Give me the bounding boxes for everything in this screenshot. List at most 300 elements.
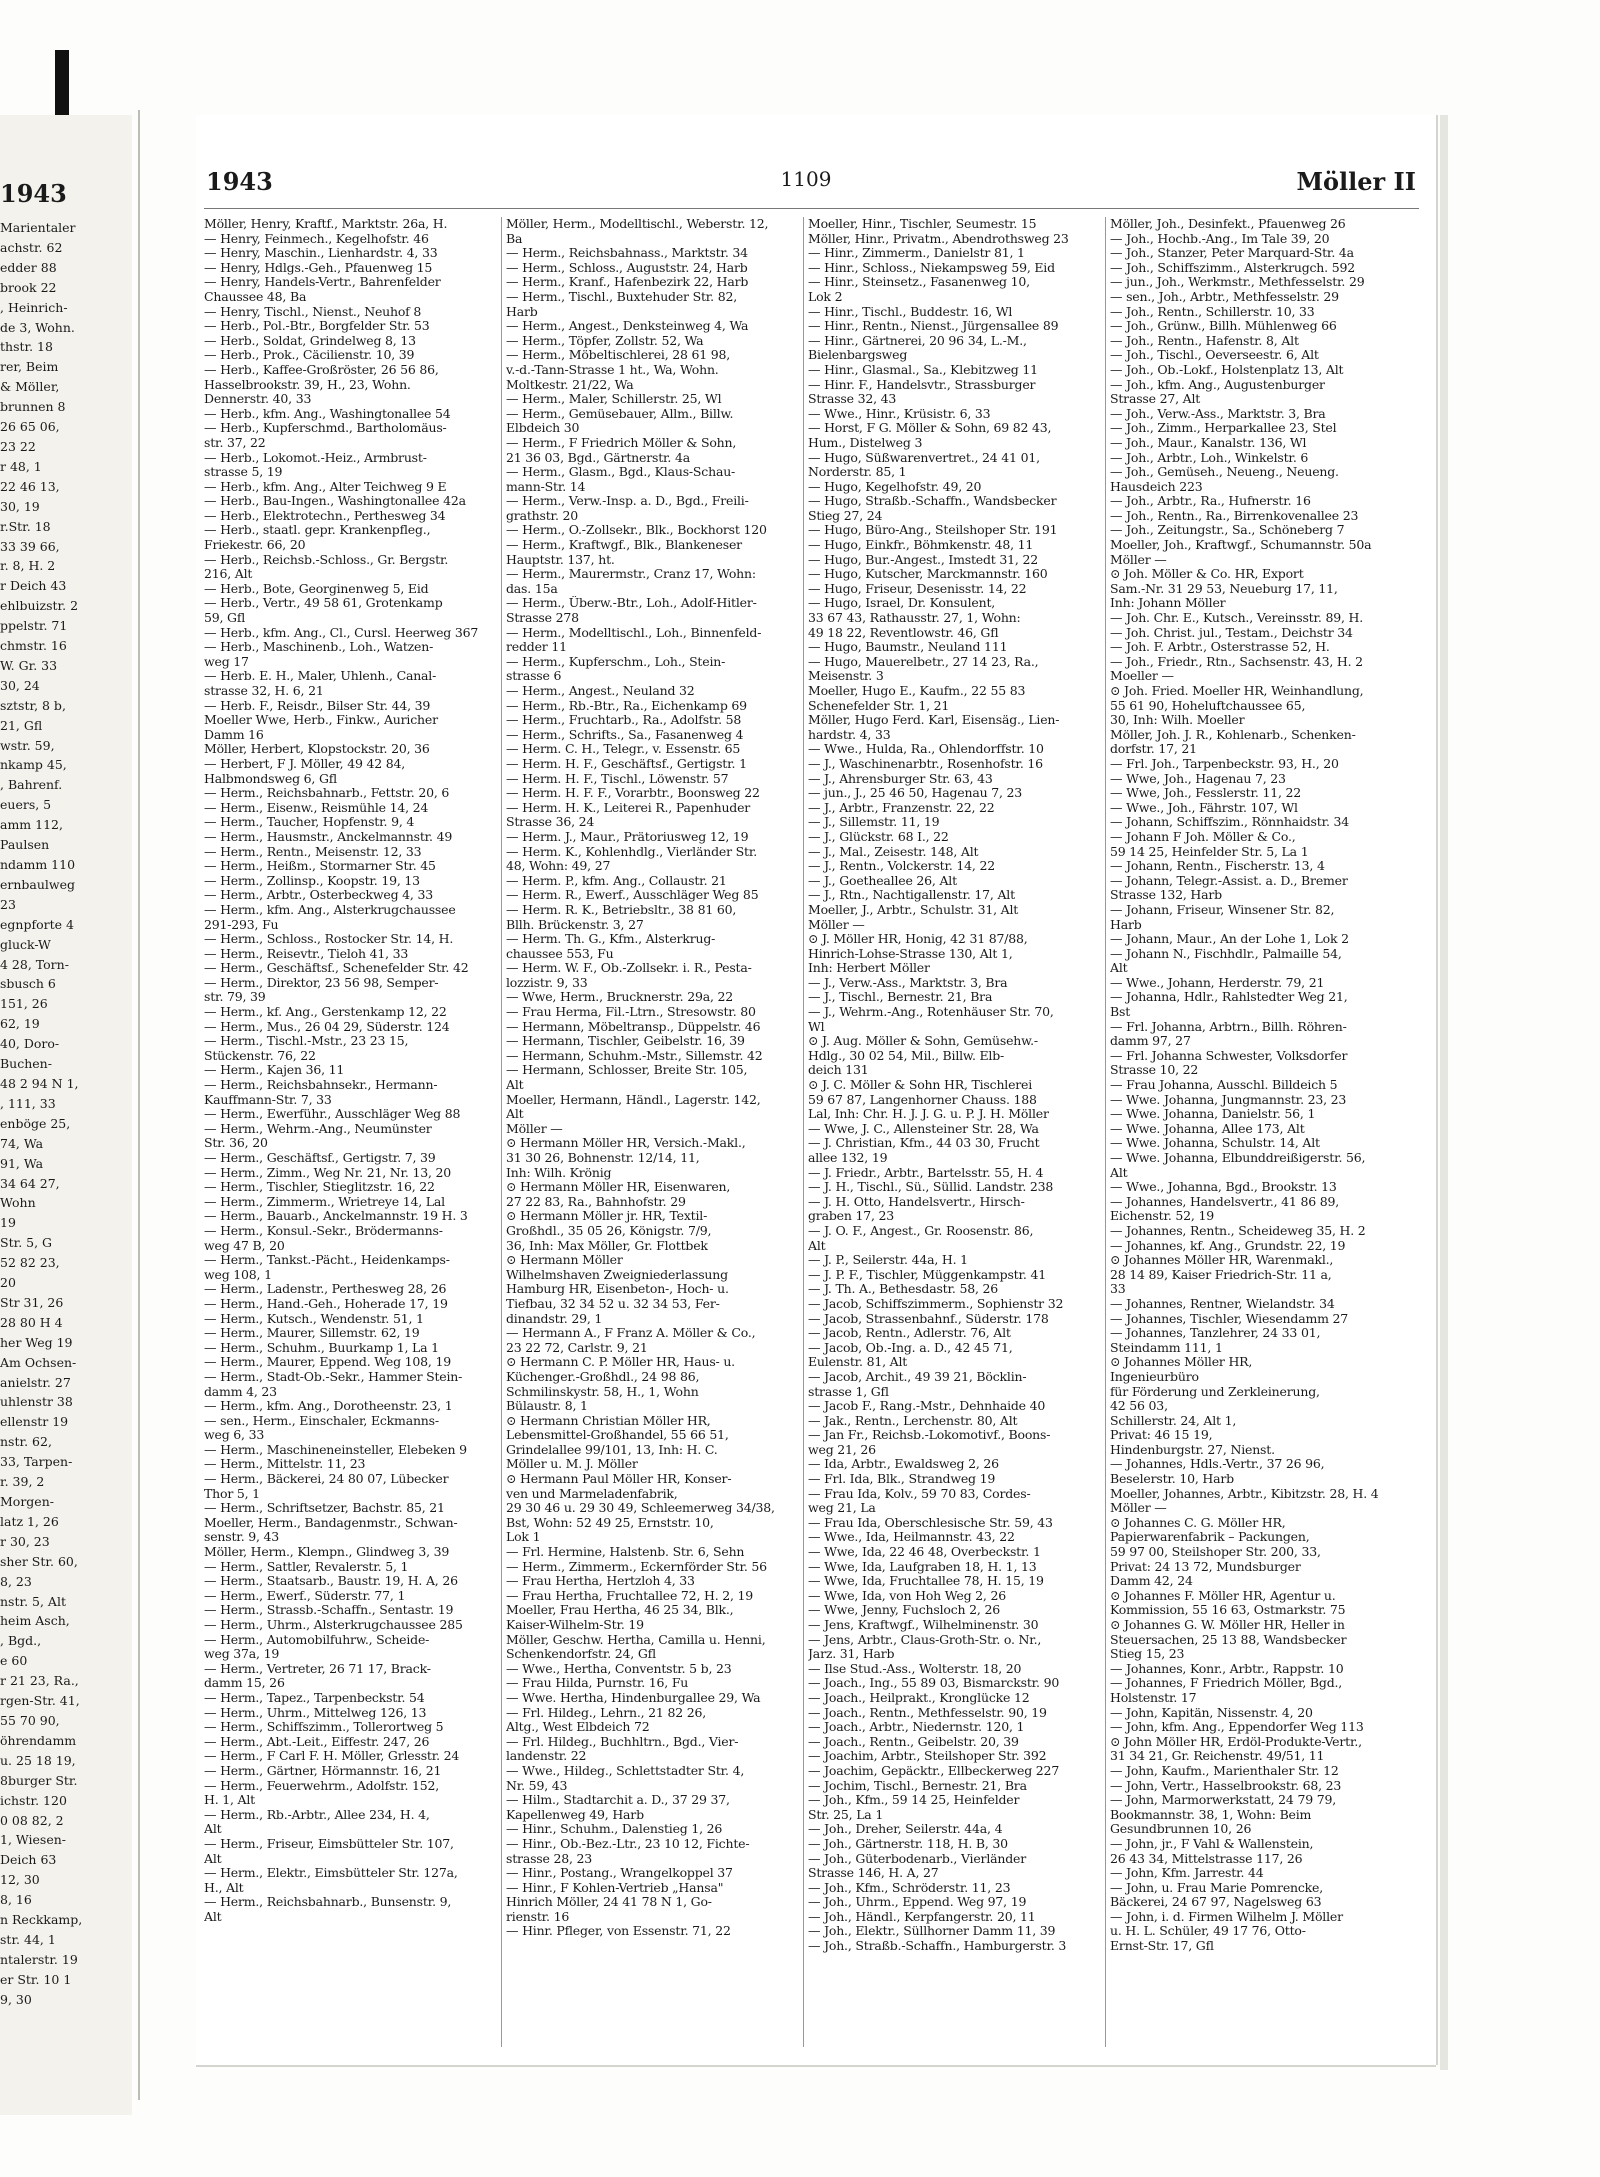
directory-entry: ⊙ Johannes F. Möller HR, Agentur u. bbox=[1110, 1588, 1336, 1603]
directory-entry: — Herm., Rentn., Meisenstr. 12, 33 bbox=[204, 844, 422, 859]
facing-page-entry: latz 1, 26 bbox=[0, 1513, 59, 1529]
directory-entry: Nr. 59, 43 bbox=[506, 1778, 568, 1793]
directory-entry: ⊙ Johannes G. W. Möller HR, Heller in bbox=[1110, 1618, 1345, 1632]
directory-entry: Strasse 278 bbox=[506, 611, 579, 626]
directory-entry: 59, Gfl bbox=[204, 611, 246, 626]
directory-entry: Norderstr. 85, 1 bbox=[808, 465, 907, 480]
directory-entry: Strasse 32, 43 bbox=[808, 392, 897, 407]
directory-entry: Wilhelmshaven Zweigniederlassung bbox=[506, 1267, 728, 1282]
directory-entry: ⊙ Hermann Möller jr. HR, Textil- bbox=[506, 1209, 708, 1224]
directory-entry: 55 61 90, Hoheluftchaussee 65, bbox=[1110, 698, 1306, 713]
directory-entry: — Herb., Bau-Ingen., Washingtonallee 42a bbox=[204, 494, 466, 509]
directory-entry: — Jacob, Strassenbahnf., Süderstr. 178 bbox=[808, 1311, 1049, 1326]
directory-entry: — Ida, Arbtr., Ewaldsweg 2, 26 bbox=[808, 1457, 999, 1472]
directory-entry: — Wwe, J. C., Allensteiner Str. 28, Wa bbox=[808, 1121, 1039, 1136]
directory-entry: Alt bbox=[204, 1851, 222, 1866]
directory-entry: — Wwe, Ida, Fruchtallee 78, H. 15, 19 bbox=[808, 1574, 1044, 1589]
directory-entry: Privat: 24 13 72, Mundsburger bbox=[1110, 1559, 1301, 1574]
directory-entry: — Hugo, Süßwarenvertret., 24 41 01, bbox=[808, 450, 1040, 465]
directory-entry: — Hinr. F., Handelsvtr., Strassburger bbox=[808, 377, 1036, 392]
directory-entry: — Herm., Elektr., Eimsbütteler Str. 127a, bbox=[204, 1866, 458, 1881]
facing-page-entry: , 111, 33 bbox=[0, 1095, 56, 1111]
directory-entry: — Herm., Uhrm., Mittelweg 126, 13 bbox=[204, 1705, 427, 1720]
directory-entry: — Herbert, F J. Möller, 49 42 84, bbox=[204, 756, 406, 771]
directory-entry: — Wwe. Johanna, Jungmannstr. 23, 23 bbox=[1110, 1092, 1347, 1107]
directory-entry: — Herb., Reichsb.-Schloss., Gr. Bergstr. bbox=[204, 552, 449, 567]
directory-entry: — Joh. Chr. E., Kutsch., Vereinsstr. 89, H. bbox=[1110, 611, 1363, 626]
facing-page-entry: uhlenstr 38 bbox=[0, 1394, 73, 1410]
facing-page-entry: Wohn bbox=[0, 1195, 36, 1211]
directory-entry: — Johannes, kf. Ang., Grundstr. 22, 19 bbox=[1110, 1238, 1346, 1253]
facing-page-entry: str. 44, 1 bbox=[0, 1931, 56, 1947]
directory-entry: — Johannes, F Friedrich Möller, Bgd., bbox=[1110, 1676, 1343, 1691]
directory-entry: — Herm. H. F., Tischl., Löwenstr. 57 bbox=[506, 771, 729, 786]
directory-entry: — Joh. F. Arbtr., Osterstrasse 52, H. bbox=[1110, 640, 1330, 655]
directory-entry: Schillerstr. 24, Alt 1, bbox=[1110, 1413, 1237, 1428]
directory-entry: grathstr. 20 bbox=[506, 508, 578, 523]
directory-entry: — Joh., Elektr., Süllhorner Damm 11, 39 bbox=[808, 1924, 1056, 1939]
directory-entry: — Wwe., Johann, Herderstr. 79, 21 bbox=[1110, 975, 1325, 990]
directory-entry: — Herm., Hausmstr., Anckelmannstr. 49 bbox=[204, 829, 453, 844]
directory-entry: graben 17, 23 bbox=[808, 1209, 895, 1224]
facing-page-entry: nstr. 62, bbox=[0, 1434, 52, 1450]
directory-entry: — Herm. K., Kohlenhdlg., Vierländer Str. bbox=[506, 844, 757, 859]
facing-page-fragment bbox=[0, 115, 132, 2115]
directory-entry: Hinrich-Lohse-Strasse 130, Alt 1, bbox=[808, 946, 1013, 961]
directory-entry: — Wwe., Hulda, Ra., Ohlendorffstr. 10 bbox=[808, 742, 1044, 757]
directory-entry: Stieg 27, 24 bbox=[808, 508, 883, 523]
directory-entry: — Jak., Rentn., Lerchenstr. 80, Alt bbox=[808, 1413, 1018, 1428]
directory-entry: — Herm., Reichsbahnass., Marktstr. 34 bbox=[506, 246, 748, 261]
directory-entry: — J. Christian, Kfm., 44 03 30, Frucht bbox=[808, 1136, 1040, 1151]
directory-entry: 28 14 89, Kaiser Friedrich-Str. 11 a, bbox=[1110, 1267, 1332, 1282]
directory-entry: — Herm., Kraftwgf., Blk., Blankeneser bbox=[506, 538, 742, 553]
directory-entry: — Herm., O.-Zollsekr., Blk., Bockhorst 120 bbox=[506, 523, 767, 538]
directory-columns bbox=[204, 217, 1419, 2047]
directory-entry: — Wwe., Hertha, Conventstr. 5 b, 23 bbox=[506, 1661, 732, 1676]
directory-entry: — J., Sillemstr. 11, 19 bbox=[808, 815, 940, 830]
column-2 bbox=[506, 217, 798, 2047]
directory-entry: — Frau Hertha, Fruchtallee 72, H. 2, 19 bbox=[506, 1588, 754, 1603]
directory-entry: — Joach., Heilprakt., Kronglücke 12 bbox=[808, 1690, 1030, 1705]
facing-page-entry: 30, 24 bbox=[0, 677, 40, 693]
facing-page-entry: 8burger Str. bbox=[0, 1772, 78, 1788]
directory-entry: — Herb., Pol.-Btr., Borgfelder Str. 53 bbox=[204, 319, 430, 334]
directory-entry: — Herm., Angest., Denksteinweg 4, Wa bbox=[506, 319, 749, 334]
directory-entry: — Hinr., Tischl., Buddestr. 16, Wl bbox=[808, 304, 1013, 319]
directory-entry: str. 37, 22 bbox=[204, 435, 266, 450]
directory-entry: Möller — bbox=[808, 917, 865, 932]
directory-entry: Moeller Wwe, Herb., Finkw., Auricher bbox=[204, 713, 438, 728]
directory-entry: — Hugo, Büro-Ang., Steilshoper Str. 191 bbox=[808, 523, 1058, 538]
directory-entry: — J. Friedr., Arbtr., Bartelsstr. 55, H. 4 bbox=[808, 1165, 1044, 1180]
directory-entry: — J., Goetheallee 26, Alt bbox=[808, 873, 957, 888]
directory-entry: — Ilse Stud.-Ass., Wolterstr. 18, 20 bbox=[808, 1661, 1022, 1676]
header-rule bbox=[204, 208, 1419, 209]
directory-entry: ⊙ Hermann Paul Möller HR, Konser- bbox=[506, 1472, 732, 1487]
directory-entry: dorfstr. 17, 21 bbox=[1110, 742, 1197, 757]
directory-entry: — Hinr., Steinsetz., Fasanenweg 10, bbox=[808, 275, 1030, 290]
facing-page-entry: 19 bbox=[0, 1215, 16, 1231]
directory-entry: — Frl. Joh., Tarpenbeckstr. 93, H., 20 bbox=[1110, 756, 1339, 771]
directory-entry: v.-d.-Tann-Strasse 1 ht., Wa, Wohn. bbox=[506, 362, 719, 377]
directory-entry: — Joh., Rentn., Ra., Birrenkovenallee 23 bbox=[1110, 508, 1359, 523]
facing-page-entries bbox=[0, 218, 132, 2010]
directory-entry: — Hinr., Rentn., Nienst., Jürgensallee 89 bbox=[808, 319, 1059, 334]
directory-entry: Damm 16 bbox=[204, 727, 264, 742]
facing-page-entry: rer, Beim bbox=[0, 359, 59, 375]
directory-entry: — Joach., Rentn., Geibelstr. 20, 39 bbox=[808, 1734, 1019, 1749]
directory-entry: — Joach., Arbtr., Niedernstr. 120, 1 bbox=[808, 1720, 1025, 1735]
page-header bbox=[196, 167, 1436, 203]
directory-entry: Harb bbox=[506, 304, 538, 319]
directory-entry: — Wwe, Jenny, Fuchsloch 2, 26 bbox=[808, 1603, 1000, 1618]
directory-entry: Moeller — bbox=[1110, 669, 1174, 684]
directory-entry: Schmilinskystr. 58, H., 1, Wohn bbox=[506, 1384, 699, 1399]
directory-entry: — Herm., Angest., Neuland 32 bbox=[506, 684, 695, 698]
facing-page-entry: 55 70 90, bbox=[0, 1712, 60, 1728]
directory-entry: — Hugo, Friseur, Desenisstr. 14, 22 bbox=[808, 581, 1027, 596]
directory-entry: — John, i. d. Firmen Wilhelm J. Möller bbox=[1110, 1909, 1343, 1924]
directory-entry: — Jacob, Ob.-Ing. a. D., 42 45 71, bbox=[808, 1340, 1013, 1355]
directory-entry: — Herb., Kupferschmd., Bartholomäus- bbox=[204, 421, 447, 436]
directory-entry: 26 43 34, Mittelstrasse 117, 26 bbox=[1110, 1851, 1303, 1866]
directory-entry: Chaussee 48, Ba bbox=[204, 289, 307, 304]
directory-entry: — Herm., Glasm., Bgd., Klaus-Schau- bbox=[506, 465, 736, 480]
directory-entry: — Herm., Gärtner, Hörmannstr. 16, 21 bbox=[204, 1763, 442, 1778]
directory-entry: ⊙ Johannes C. G. Möller HR, bbox=[1110, 1515, 1286, 1530]
directory-entry: damm 4, 23 bbox=[204, 1384, 277, 1399]
directory-entry: — Herm., Bäckerei, 24 80 07, Lübecker bbox=[204, 1472, 449, 1487]
directory-entry: — Joachim, Arbtr., Steilshoper Str. 392 bbox=[808, 1749, 1047, 1764]
directory-entry: weg 21, La bbox=[808, 1501, 876, 1516]
directory-entry: — Johannes, Tanzlehrer, 24 33 01, bbox=[1110, 1326, 1321, 1341]
directory-entry: — J., Glückstr. 68 I., 22 bbox=[808, 829, 949, 844]
directory-entry: lozzistr. 9, 33 bbox=[506, 975, 588, 990]
directory-entry: — Herm., Kutsch., Wendenstr. 51, 1 bbox=[204, 1311, 424, 1326]
scan-binding-mark bbox=[55, 50, 69, 125]
directory-entry: — Herm., Schloss., Auguststr. 24, Harb bbox=[506, 260, 748, 275]
facing-page-entry: r. 8, H. 2 bbox=[0, 558, 56, 574]
directory-entry: — J., Rtn., Nachtigallenstr. 17, Alt bbox=[808, 888, 1015, 903]
directory-entry: weg 17 bbox=[204, 654, 249, 669]
facing-page-entry: u. 25 18 19, bbox=[0, 1752, 76, 1768]
directory-entry: — Frl. Hildeg., Lehrn., 21 82 26, bbox=[506, 1705, 707, 1720]
directory-entry: Möller, Herm., Klempn., Glindweg 3, 39 bbox=[204, 1545, 450, 1560]
directory-entry: — Joh., Maur., Kanalstr. 136, Wl bbox=[1110, 435, 1307, 450]
directory-entry: — Herb., Maschinenb., Loh., Watzen- bbox=[204, 640, 434, 655]
directory-entry: senstr. 9, 43 bbox=[204, 1530, 280, 1545]
directory-entry: — Hugo, Straßb.-Schaffn., Wandsbecker bbox=[808, 494, 1057, 509]
directory-entry: — Herm., kfm. Ang., Alsterkrugchaussee bbox=[204, 902, 456, 917]
directory-entry: — Herm., Maurer, Sillemstr. 62, 19 bbox=[204, 1326, 420, 1341]
directory-entry: — Herm., Kranf., Hafenbezirk 22, Harb bbox=[506, 275, 749, 290]
directory-entry: — Jan Fr., Reichsb.-Lokomotivf., Boons- bbox=[808, 1428, 1051, 1443]
directory-entry: — Herm. Th. G., Kfm., Alsterkrug- bbox=[506, 932, 716, 947]
directory-entry: Strasse 146, H. A, 27 bbox=[808, 1866, 939, 1881]
directory-entry: — Joh., Ob.-Lokf., Holstenplatz 13, Alt bbox=[1110, 362, 1344, 377]
facing-page-entry: sbusch 6 bbox=[0, 976, 56, 992]
directory-entry: — Johann, Telegr.-Assist. a. D., Bremer bbox=[1110, 873, 1348, 888]
directory-entry: — Joach., Ing., 55 89 03, Bismarckstr. 90 bbox=[808, 1676, 1060, 1691]
directory-entry: — sen., Herm., Einschaler, Eckmanns- bbox=[204, 1413, 439, 1428]
directory-entry: Jarz. 31, Harb bbox=[808, 1647, 895, 1662]
directory-entry: — Joh., Schiffszimm., Alsterkrugch. 592 bbox=[1110, 260, 1355, 275]
directory-entry: redder 11 bbox=[506, 640, 567, 655]
directory-entry: ⊙ Hermann Möller HR, Eisenwaren, bbox=[506, 1180, 731, 1195]
directory-entry: Moeller, J., Arbtr., Schulstr. 31, Alt bbox=[808, 902, 1019, 917]
directory-entry: — John, u. Frau Marie Pomrencke, bbox=[1110, 1880, 1324, 1895]
directory-entry: — Johann, Rentn., Fischerstr. 13, 4 bbox=[1110, 859, 1325, 874]
directory-entry: — Herb., kfm. Ang., Washingtonallee 54 bbox=[204, 406, 451, 421]
facing-page-entry: & Möller, bbox=[0, 379, 60, 395]
facing-page-entry: anielstr. 27 bbox=[0, 1374, 71, 1390]
directory-entry: strasse 6 bbox=[506, 669, 562, 684]
directory-entry: — Herm., Modelltischl., Loh., Binnenfeld- bbox=[506, 625, 762, 640]
directory-entry: — Frau Ida, Kolv., 59 70 83, Cordes- bbox=[808, 1486, 1031, 1501]
directory-entry: — Hinr., Ob.-Bez.-Ltr., 23 10 12, Fichte- bbox=[506, 1836, 750, 1851]
directory-entry: — Herm., Friseur, Eimsbütteler Str. 107, bbox=[204, 1836, 454, 1851]
directory-entry: Bielenbargsweg bbox=[808, 348, 908, 363]
directory-entry: 59 97 00, Steilshoper Str. 200, 33, bbox=[1110, 1545, 1321, 1560]
directory-entry: — Herm., Schriftsetzer, Bachstr. 85, 21 bbox=[204, 1501, 445, 1516]
directory-entry: — Joh., Hochb.-Ang., Im Tale 39, 20 bbox=[1110, 231, 1330, 246]
directory-entry: Ba bbox=[506, 231, 523, 246]
directory-entry: — Wwe., Ida, Heilmannstr. 43, 22 bbox=[808, 1530, 1015, 1545]
facing-page-year: 1943 bbox=[0, 179, 67, 208]
directory-entry: — Herm., Töpfer, Zollstr. 52, Wa bbox=[506, 333, 704, 348]
directory-entry: Str. 25, La 1 bbox=[808, 1807, 884, 1822]
directory-entry: Eulenstr. 81, Alt bbox=[808, 1355, 908, 1370]
directory-entry: Kapellenweg 49, Harb bbox=[506, 1807, 644, 1822]
facing-page-entry: heim Asch, bbox=[0, 1613, 70, 1629]
directory-entry: ⊙ Hermann Christian Möller HR, bbox=[506, 1413, 711, 1428]
directory-entry: — Herm., Direktor, 23 56 98, Semper- bbox=[204, 975, 439, 990]
directory-entry: Moeller, Frau Hertha, 46 25 34, Blk., bbox=[506, 1603, 734, 1618]
facing-page-entry: her Weg 19 bbox=[0, 1334, 73, 1350]
directory-entry: — Jacob, Rentn., Adlerstr. 76, Alt bbox=[808, 1326, 1011, 1341]
directory-entry: — J., Arbtr., Franzenstr. 22, 22 bbox=[808, 800, 995, 815]
directory-entry: Inh: Wilh. Krönig bbox=[506, 1165, 612, 1180]
directory-entry: 36, Inh: Max Möller, Gr. Flottbek bbox=[506, 1238, 708, 1253]
directory-entry: Thor 5, 1 bbox=[204, 1486, 260, 1501]
directory-entry: Steindamm 111, 1 bbox=[1110, 1340, 1223, 1355]
directory-entry: — Herb., kfm. Ang., Cl., Cursl. Heerweg 367 bbox=[204, 625, 479, 640]
directory-entry: Altg., West Elbdeich 72 bbox=[506, 1720, 650, 1735]
directory-entry: Hasselbrookstr. 39, H., 23, Wohn. bbox=[204, 377, 411, 392]
directory-entry: ⊙ John Möller HR, Erdöl-Produkte-Vertr., bbox=[1110, 1734, 1362, 1749]
directory-entry: — J. O. F., Angest., Gr. Roosenstr. 86, bbox=[808, 1223, 1034, 1238]
directory-entry: Möller, Henry, Kraftf., Marktstr. 26a, H. bbox=[204, 217, 448, 231]
directory-entry: — Herb., staatl. gepr. Krankenpfleg., bbox=[204, 523, 431, 538]
directory-entry: — Hinr., Schloss., Niekampsweg 59, Eid bbox=[808, 260, 1055, 275]
directory-entry: Lebensmittel-Großhandel, 55 66 51, bbox=[506, 1428, 729, 1443]
directory-entry: — Herb., Lokomot.-Heiz., Armbrust- bbox=[204, 450, 427, 465]
directory-entry: — Hinr., Zimmerm., Danielstr 81, 1 bbox=[808, 246, 1025, 261]
directory-entry: — Herm., Möbeltischlerei, 28 61 98, bbox=[506, 348, 731, 363]
directory-entry: dinandstr. 29, 1 bbox=[506, 1311, 603, 1326]
directory-entry: Schenefelder Str. 1, 21 bbox=[808, 698, 950, 713]
facing-page-entry: amm 112, bbox=[0, 817, 63, 833]
directory-entry: Strasse 27, Alt bbox=[1110, 392, 1201, 407]
directory-entry: 31 34 21, Gr. Reichenstr. 49/51, 11 bbox=[1110, 1749, 1325, 1764]
directory-entry: Möller, Hinr., Privatm., Abendrothsweg 23 bbox=[808, 231, 1069, 246]
directory-entry: — Joh., kfm. Ang., Augustenburger bbox=[1110, 377, 1325, 392]
directory-entry: 49 18 22, Reventlowstr. 46, Gfl bbox=[808, 625, 999, 640]
directory-entry: — Herm. P., kfm. Ang., Collaustr. 21 bbox=[506, 873, 727, 888]
directory-entry: — Jens, Kraftwgf., Wilhelminenstr. 30 bbox=[808, 1618, 1039, 1632]
facing-page-entry: , Bgd., bbox=[0, 1633, 42, 1649]
directory-entry: 30, Inh: Wilh. Moeller bbox=[1110, 713, 1245, 728]
facing-page-entry: r 30, 23 bbox=[0, 1533, 50, 1549]
directory-entry: — Herm., Staatsarb., Baustr. 19, H. A, 26 bbox=[204, 1574, 458, 1589]
directory-entry: 27 22 83, Ra., Bahnhofstr. 29 bbox=[506, 1194, 686, 1209]
directory-entry: Kommission, 55 16 63, Ostmarkstr. 75 bbox=[1110, 1603, 1346, 1618]
directory-entry: — Herb., Soldat, Grindelweg 8, 13 bbox=[204, 333, 416, 348]
directory-entry: — Herm., Reisevtr., Tieloh 41, 33 bbox=[204, 946, 409, 961]
directory-entry: damm 15, 26 bbox=[204, 1676, 285, 1691]
directory-entry: weg 6, 33 bbox=[204, 1428, 265, 1443]
directory-entry: — Herm., Geschäftsf., Schenefelder Str. 42 bbox=[204, 961, 469, 976]
directory-entry: — J., Ahrensburger Str. 63, 43 bbox=[808, 771, 993, 786]
directory-entry: — Joh., Rentn., Schillerstr. 10, 33 bbox=[1110, 304, 1315, 319]
directory-entry: Bookmannstr. 38, 1, Wohn: Beim bbox=[1110, 1807, 1312, 1822]
directory-entry: — Herm., Kupferschm., Loh., Stein- bbox=[506, 654, 726, 669]
directory-entry: — J., Rentn., Volckerstr. 14, 22 bbox=[808, 859, 995, 874]
directory-entry: landenstr. 22 bbox=[506, 1749, 587, 1764]
directory-entry: Möller — bbox=[1110, 1501, 1167, 1516]
directory-entry: — Jens, Arbtr., Claus-Groth-Str. o. Nr., bbox=[808, 1632, 1042, 1647]
directory-entry: — Herm., Ladenstr., Perthesweg 28, 26 bbox=[204, 1282, 447, 1297]
directory-entry: — John, Kaufm., Marienthaler Str. 12 bbox=[1110, 1763, 1339, 1778]
directory-entry: — Henry, Hdlgs.-Geh., Pfauenweg 15 bbox=[204, 260, 433, 275]
directory-entry: — Hinr. Pfleger, von Essenstr. 71, 22 bbox=[506, 1924, 731, 1939]
directory-entry: Moeller, Herm., Bandagenmstr., Schwan- bbox=[204, 1515, 458, 1530]
facing-page-entry: 74, Wa bbox=[0, 1135, 44, 1151]
directory-entry: — Wwe, Joh., Hagenau 7, 23 bbox=[1110, 771, 1286, 786]
directory-entry: Lok 1 bbox=[506, 1530, 541, 1545]
directory-entry: Inh: Herbert Möller bbox=[808, 961, 930, 976]
directory-entry: 48, Wohn: 49, 27 bbox=[506, 859, 611, 874]
directory-entry: — Henry, Feinmech., Kegelhofstr. 46 bbox=[204, 231, 429, 246]
facing-page-entry: r Deich 43 bbox=[0, 578, 67, 594]
directory-entry: Dennerstr. 40, 33 bbox=[204, 392, 312, 407]
directory-entry: — Herm., Tischl., Buxtehuder Str. 82, bbox=[506, 289, 738, 304]
directory-entry: — Herm., Uhrm., Alsterkrugchaussee 285 bbox=[204, 1618, 463, 1632]
facing-page-entry: ellenstr 19 bbox=[0, 1414, 69, 1430]
directory-entry: Möller — bbox=[506, 1121, 563, 1136]
directory-entry: — Frl. Ida, Blk., Strandweg 19 bbox=[808, 1472, 996, 1487]
directory-entry: — J. H. Otto, Handelsvertr., Hirsch- bbox=[808, 1194, 1025, 1209]
facing-page-entry: 21, Gfl bbox=[0, 717, 43, 733]
facing-page-entry: 33, Tarpen- bbox=[0, 1454, 73, 1470]
directory-entry: — Herm., Maurer, Eppend. Weg 108, 19 bbox=[204, 1355, 451, 1370]
directory-entry: strasse 28, 23 bbox=[506, 1851, 593, 1866]
directory-entry: — Herb., Prok., Cäcilienstr. 10, 39 bbox=[204, 348, 415, 363]
directory-entry: ⊙ Hermann Möller HR, Versich.-Makl., bbox=[506, 1136, 746, 1151]
directory-entry: Papierwarenfabrik – Packungen, bbox=[1110, 1530, 1310, 1545]
directory-entry: — Wwe, Joh., Fesslerstr. 11, 22 bbox=[1110, 786, 1302, 801]
directory-entry: — J., Verw.-Ass., Marktstr. 3, Bra bbox=[808, 975, 1008, 990]
directory-entry: — Herm., Schrifts., Sa., Fasanenweg 4 bbox=[506, 727, 744, 742]
directory-entry: — Herm., Eisenw., Reismühle 14, 24 bbox=[204, 800, 429, 815]
directory-entry: 216, Alt bbox=[204, 567, 253, 582]
directory-entry: — Joh., Straßb.-Schaffn., Hamburgerstr. 3 bbox=[808, 1939, 1067, 1954]
directory-entry: — John, jr., F Vahl & Wallenstein, bbox=[1110, 1836, 1314, 1851]
directory-entry: — Herm., Verw.-Insp. a. D., Bgd., Freili- bbox=[506, 494, 749, 509]
directory-entry: — Joh., Kfm., Schröderstr. 11, 23 bbox=[808, 1880, 1011, 1895]
directory-entry: Tiefbau, 32 34 52 u. 32 34 53, Fer- bbox=[506, 1296, 720, 1311]
directory-entry: Alt bbox=[204, 1909, 222, 1924]
directory-entry: — Herm., Gemüsebauer, Allm., Billw. bbox=[506, 406, 734, 421]
directory-entry: — J. Th. A., Bethesdastr. 58, 26 bbox=[808, 1282, 999, 1297]
directory-entry: ⊙ J. C. Möller & Sohn HR, Tischlerei bbox=[808, 1078, 1033, 1093]
directory-entry: Harb bbox=[1110, 917, 1142, 932]
directory-entry: Strasse 132, Harb bbox=[1110, 888, 1222, 903]
directory-entry: 33 bbox=[1110, 1282, 1126, 1297]
directory-entry: Moeller, Hinr., Tischler, Seumestr. 15 bbox=[808, 217, 1037, 231]
facing-page-entry: thstr. 18 bbox=[0, 339, 53, 355]
directory-entry: — Herm., Kajen 36, 11 bbox=[204, 1063, 345, 1078]
directory-entry: ⊙ J. Aug. Möller & Sohn, Gemüsehw.- bbox=[808, 1034, 1038, 1049]
directory-entry: — Frau Johanna, Ausschl. Billdeich 5 bbox=[1110, 1078, 1338, 1093]
directory-entry: ⊙ Johannes Möller HR, bbox=[1110, 1355, 1253, 1370]
facing-page-entry: r. 39, 2 bbox=[0, 1474, 45, 1490]
directory-entry: 21 36 03, Bgd., Gärtnerstr. 4a bbox=[506, 450, 690, 465]
directory-entry: rienstr. 16 bbox=[506, 1909, 570, 1924]
directory-entry: Meisenstr. 3 bbox=[808, 669, 884, 684]
directory-entry: — Herb., Vertr., 49 58 61, Grotenkamp bbox=[204, 596, 443, 611]
directory-entry: — Johannes, Rentn., Scheideweg 35, H. 2 bbox=[1110, 1223, 1366, 1238]
facing-page-entry: euers, 5 bbox=[0, 797, 52, 813]
directory-entry: Möller u. M. J. Möller bbox=[506, 1457, 638, 1472]
facing-page-entry: r 21 23, Ra., bbox=[0, 1673, 79, 1689]
directory-entry: — Herm., Automobilfuhrw., Scheide- bbox=[204, 1632, 430, 1647]
directory-entry: — Joh., Gärtnerstr. 118, H. B, 30 bbox=[808, 1836, 1008, 1851]
directory-entry: — Herm., Tischler, Stieglitzstr. 16, 22 bbox=[204, 1180, 435, 1195]
directory-entry: Wl bbox=[808, 1019, 825, 1034]
directory-entry: — Wwe., Johanna, Bgd., Brookstr. 13 bbox=[1110, 1180, 1337, 1195]
directory-entry: Gesundbrunnen 10, 26 bbox=[1110, 1822, 1252, 1837]
directory-entry: — Herm., Zimmerm., Eckernförder Str. 56 bbox=[506, 1559, 767, 1574]
directory-entry: Friekestr. 66, 20 bbox=[204, 538, 306, 553]
directory-entry: — Hinr., Schuhm., Dalenstieg 1, 26 bbox=[506, 1822, 723, 1837]
directory-entry: — Hugo, Kegelhofstr. 49, 20 bbox=[808, 479, 982, 494]
directory-entry: — Joh., Verw.-Ass., Marktstr. 3, Bra bbox=[1110, 406, 1326, 421]
directory-entry: — Joh., Grünw., Billh. Mühlenweg 66 bbox=[1110, 319, 1337, 334]
directory-entry: Eichenstr. 52, 19 bbox=[1110, 1209, 1214, 1224]
directory-entry: Elbdeich 30 bbox=[506, 421, 580, 436]
directory-entry: 42 56 03, bbox=[1110, 1399, 1168, 1414]
directory-entry: — Wwe. Hertha, Hindenburgallee 29, Wa bbox=[506, 1690, 761, 1705]
directory-entry: u. H. L. Schüler, 49 17 76, Otto- bbox=[1110, 1924, 1306, 1939]
facing-page-entry: 30, 19 bbox=[0, 498, 40, 514]
facing-page-entry: 26 65 06, bbox=[0, 419, 60, 435]
directory-entry: — Herm., Mus., 26 04 29, Süderstr. 124 bbox=[204, 1019, 450, 1034]
directory-entry: für Förderung und Zerkleinerung, bbox=[1110, 1384, 1320, 1399]
page-edge-shadow bbox=[1440, 115, 1448, 2070]
directory-entry: — Joach., Rentn., Methfesselstr. 90, 19 bbox=[808, 1705, 1047, 1720]
directory-entry: — Hugo, Israel, Dr. Konsulent, bbox=[808, 596, 996, 611]
directory-entry: — Joh., Gemüseh., Neueng., Neueng. bbox=[1110, 465, 1339, 480]
directory-entry: — Joachim, Gepäcktr., Ellbeckerweg 227 bbox=[808, 1763, 1060, 1778]
facing-page-entry: ndamm 110 bbox=[0, 857, 76, 872]
facing-page-entry: Am Ochsen- bbox=[0, 1354, 77, 1370]
directory-entry: Bst, Wohn: 52 49 25, Ernststr. 10, bbox=[506, 1515, 714, 1530]
directory-entry: — Joh., Kfm., 59 14 25, Heinfelder bbox=[808, 1793, 1020, 1808]
directory-entry: — Herm. H. F., Geschäftsf., Gertigstr. 1 bbox=[506, 756, 747, 771]
directory-entry: Grindelallee 99/101, 13, Inh: H. C. bbox=[506, 1442, 718, 1457]
